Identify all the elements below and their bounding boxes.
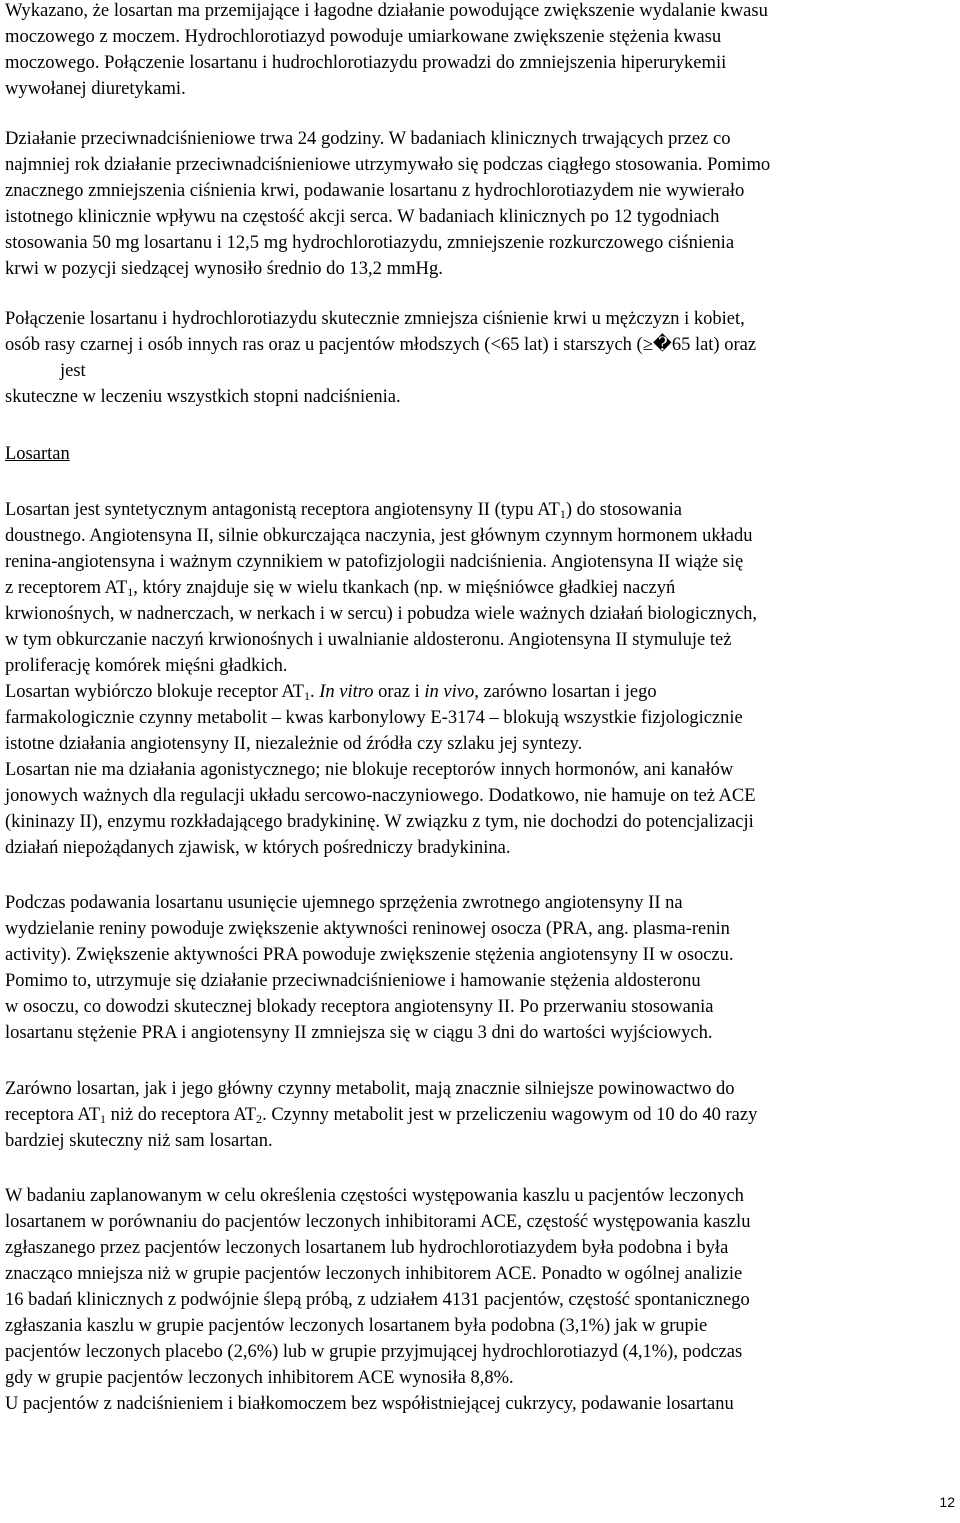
- text-line: gdy w grupie pacjentów leczonych inhibitorem ACE wynosiła 8,8%.: [5, 1368, 514, 1388]
- text-line: jest: [60, 361, 86, 381]
- text-line: (kininazy II), enzymu rozkładającego bradykininę. W związku z tym, nie dochodzi do potencjalizacji: [5, 812, 754, 832]
- text-line: w osoczu, co dowodzi skutecznej blokady receptora angiotensyny II. Po przerwaniu stosowania: [5, 997, 714, 1017]
- text-line: pacjentów leczonych placebo (2,6%) lub w grupie przyjmującej hydrochlorotiazyd (4,1%), podczas: [5, 1342, 743, 1362]
- text-line: Pomimo to, utrzymuje się działanie przeciwnadciśnieniowe i hamowanie stężenia aldosteronu: [5, 971, 701, 991]
- page-number: 12: [939, 1494, 955, 1510]
- text-line: farmakologicznie czynny metabolit – kwas karbonylowy E-3174 – blokują wszystkie fizjologicznie: [5, 708, 743, 728]
- text-line: jonowych ważnych dla regulacji układu sercowo-naczyniowego. Dodatkowo, nie hamuje on też ACE: [5, 786, 756, 806]
- section-heading-losartan: Losartan: [5, 444, 70, 464]
- text-line: Losartan nie ma działania agonistycznego; nie blokuje receptorów innych hormonów, ani kanałów: [5, 760, 734, 780]
- text-line: działań niepożądanych zjawisk, w których pośredniczy bradykinina.: [5, 838, 511, 858]
- text-line: losartanu stężenie PRA i angiotensyny II zmniejsza się w ciągu 3 dni do wartości wyjściowych.: [5, 1023, 713, 1043]
- text-line: Połączenie losartanu i hydrochlorotiazydu skutecznie zmniejsza ciśnienie krwi u mężczyzn i kobiet,: [5, 309, 745, 329]
- text-line: wydzielanie reniny powoduje zwiększenie aktywności reninowej osocza (PRA, ang. plasma-renin: [5, 919, 730, 939]
- text-line: doustnego. Angiotensyna II, silnie obkurczająca naczynia, jest głównym czynnym hormonem układu: [5, 526, 753, 546]
- text-line: W badaniu zaplanowanym w celu określenia częstości występowania kaszlu u pacjentów leczonych: [5, 1186, 744, 1206]
- text-line: Zarówno losartan, jak i jego główny czynny metabolit, mają znacznie silniejsze powinowactwo do: [5, 1079, 735, 1099]
- text-line: istotne działania angiotensyny II, niezależnie od źródła czy szlaku jej syntezy.: [5, 734, 583, 754]
- text-line: zgłaszania kaszlu w grupie pacjentów leczonych losartanem była podobna (3,1%) jak w grupie: [5, 1316, 708, 1336]
- text-line: istotnego klinicznie wpływu na częstość akcji serca. W badaniach klinicznych po 12 tygodniach: [5, 206, 720, 227]
- text-line: krwionośnych, w nadnerczach, w nerkach i w sercu) i pobudza wiele ważnych działań biologicznych,: [5, 604, 758, 624]
- text-line: Losartan jest syntetycznym antagonistą receptora angiotensyny II (typu $AT_1$) do stosowania: [5, 500, 682, 521]
- text-line: skuteczne w leczeniu wszystkich stopni nadciśnienia.: [5, 387, 401, 407]
- text-line: znacząco mniejsza niż w grupie pacjentów leczonych inhibitorem ACE. Ponadto w ogólnej analizie: [5, 1264, 743, 1284]
- text-line: osób rasy czarnej i osób innych ras oraz u pacjentów młodszych (<65 lat) i starszych (≥�65 lat) oraz: [5, 335, 757, 355]
- text-line: Wykazano, że losartan ma przemijające i łagodne działanie powodujące zwiększenie wydalanie kwasu: [5, 0, 768, 21]
- text-line: najmniej rok działanie przeciwnadciśnieniowe utrzymywało się podczas ciągłego stosowania. Pomimo: [5, 154, 771, 175]
- text-line: Losartan wybiórczo blokuje receptor $AT_1$. In vitro oraz i in vivo, zarówno losartan i jego: [5, 682, 657, 703]
- text-line: 16 badań klinicznych z podwójnie ślepą próbą, z udziałem 4131 pacjentów, częstość spontanicznego: [5, 1290, 750, 1310]
- text-line: activity). Zwiększenie aktywności PRA powoduje zwiększenie stężenia angiotensyny II w osoczu.: [5, 945, 734, 965]
- text-line: z receptorem $AT_1$, który znajduje się w wielu tkankach (np. w mięśniówce gładkiej naczyń: [5, 578, 676, 599]
- text-line: zgłaszanego przez pacjentów leczonych losartanem lub hydrochlorotiazydem była podobna i była: [5, 1238, 729, 1258]
- text-line: renina-angiotensyna i ważnym czynnikiem w patofizjologii nadciśnienia. Angiotensyna II wiąże się: [5, 552, 744, 572]
- text-line: bardziej skuteczny niż sam losartan.: [5, 1131, 273, 1151]
- text-line: wywołanej diuretykami.: [5, 78, 186, 99]
- text-line: U pacjentów z nadciśnieniem i białkomoczem bez współistniejącej cukrzycy, podawanie losartanu: [5, 1394, 734, 1414]
- text-line: receptora $AT_1$ niż do receptora $AT_2$. Czynny metabolit jest w przeliczeniu wagowym od 10 do 40 razy: [5, 1105, 758, 1126]
- text-line: Podczas podawania losartanu usunięcie ujemnego sprzężenia zwrotnego angiotensyny II na: [5, 893, 683, 913]
- text-line: proliferację komórek mięśni gładkich.: [5, 656, 288, 676]
- text-line: krwi w pozycji siedzącej wynosiło średnio do 13,2 mmHg.: [5, 258, 443, 279]
- text-line: w tym obkurczanie naczyń krwionośnych i uwalnianie aldosteronu. Angiotensyna II stymuluje też: [5, 630, 732, 650]
- text-line: losartanem w porównaniu do pacjentów leczonych inhibitorami ACE, częstość występowania kaszlu: [5, 1212, 751, 1232]
- text-line: znacznego zmniejszenia ciśnienia krwi, podawanie losartanu z hydrochlorotiazydem nie wywierało: [5, 180, 745, 201]
- text-line: moczowego z moczem. Hydrochlorotiazyd powoduje umiarkowane zwiększenie stężenia kwasu: [5, 26, 722, 47]
- text-line: Działanie przeciwnadciśnieniowe trwa 24 godziny. W badaniach klinicznych trwających przez co: [5, 128, 731, 149]
- text-line: moczowego. Połączenie losartanu i hudrochlorotiazydu prowadzi do zmniejszenia hiperurykemii: [5, 52, 727, 73]
- text-line: stosowania 50 mg losartanu i 12,5 mg hydrochlorotiazydu, zmniejszenie rozkurczowego ciśnienia: [5, 232, 735, 253]
